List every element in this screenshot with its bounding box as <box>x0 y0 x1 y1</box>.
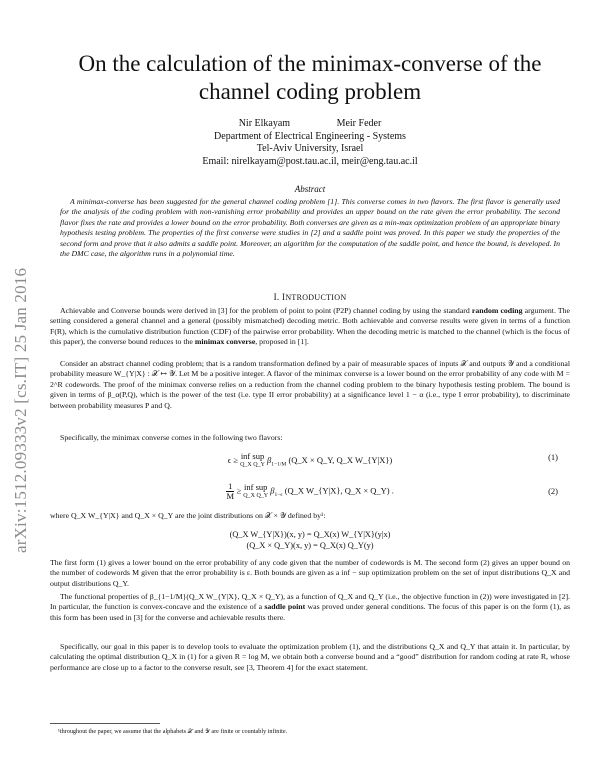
abstract-text: A minimax-converse has been suggested for the general channel coding problem [1]. This converse comes in two flavors. The first flavor is generally used for the analysis of the coding problem with non-vanishing error probability and provides an upper bound on the rate given the error probability. The second flavor fixes the rate and provides a lower bound on the error probability. Both converses are given as a min-max optimization problem of an appropriate binary hypothesis testing problem. The properties of the first converse were studies in [2] and a saddle point was proved. In this paper we study the properties of the second form and prove that it also admits a saddle point. Moreover, an algorithm for the computation of the saddle point, and hence the bound, is developed. In the DMC case, the algorithm runs in a polynomial time. <box>60 197 560 259</box>
paragraph: where Q_X W_{Y|X} and Q_X × Q_Y are the joint distributions on 𝒳 × 𝒴 defined by¹: <box>50 511 326 520</box>
operator-subscript: Q_X Q_Y <box>243 492 269 499</box>
joint-distribution-definitions <box>50 529 570 551</box>
relation: ≥ <box>236 485 242 496</box>
beta-subscript: 1−ϵ <box>274 492 283 499</box>
beta-symbol: β <box>270 485 275 496</box>
equation-lhs: ϵ ≥ <box>227 454 238 465</box>
author-names <box>50 118 570 131</box>
fraction <box>226 482 234 501</box>
beta-symbol: β <box>267 454 272 465</box>
numerator: 1 <box>228 481 233 491</box>
equation-arguments: (Q_X × Q_Y, Q_X W_{Y|X}) <box>288 454 393 465</box>
arxiv-identifier: arXiv:1512.09333v2 [cs.IT] 25 Jan 2016 <box>11 267 30 553</box>
author-name: Nir Elkayam <box>238 118 291 129</box>
denominator: M <box>226 491 235 501</box>
paragraph: Specifically, our goal in this paper is to develop tools to evaluate the optimization problem (1), and the distributions Q_X and Q_Y that attain it. In particular, by calculating the optimal distribution Q_X in (1) for a given R = log M, we obtain both a converse bound and a “good” distribution for random coding at rate R, whose performance are close up to a factor to the converse result, see [3, Theorem 4] for the exact statement. <box>50 642 570 672</box>
section-title-rest: NTRODUCTION <box>285 293 347 302</box>
optimizer <box>240 452 265 470</box>
beta-subscript: 1−1/M <box>271 461 287 468</box>
paragraph: The first form (1) gives a lower bound on the error probability of any code given that the number of codewords is M. The second form (2) gives an upper bound on the number of codewords M given that the error probability is ε. Both bounds are given as a inf − sup optimization problem on the set of input distributions Q_X and output distributions Q_Y. <box>50 558 570 588</box>
definition-line: (Q_X W_{Y|X})(x, y) = Q_X(x) W_{Y|X}(y|x) <box>229 530 391 539</box>
bold-term: random coding <box>471 306 523 315</box>
equation-number: (2) <box>548 486 558 496</box>
paragraph-text: was proved under general conditions. The focus of this paper is on the form (1), as this form has been used in [3] for the converse and achievable results there. <box>50 602 571 622</box>
equation-1 <box>50 450 570 474</box>
paragraph <box>50 306 570 348</box>
optimizer <box>243 483 268 501</box>
equation-body <box>50 452 570 470</box>
definition-line: (Q_X × Q_Y)(x, y) = Q_X(x) Q_Y(y) <box>246 541 374 550</box>
paragraph: Consider an abstract channel coding problem; that is a random transformation defined by a pair of measurable spaces of inputs 𝒳 and outputs 𝒴 and a conditional probability measure W_{Y|X} : 𝒳 ↦ 𝒴. Let M be a positive integer. A flavor of the minimax converse is a lower bound on the error probability of any code with M = 2^R codewords. The proof of the minimax converse relies on a reduction from the channel coding problem to the binary hypothesis testing problem. The bound is given in terms of β_α(P,Q), which is the power of the test (i.e. type II error probability) at a significance level 1 − α (i.e., type I error probability), to discriminate between probability measures P and Q. <box>50 359 570 410</box>
paragraph: Specifically, the minimax converse comes in the following two flavors: <box>60 433 283 442</box>
paragraph-text: Achievable and Converse bounds were derived in [3] for the problem of point to point (P2P) channel coding by using the standard <box>60 306 472 315</box>
section-number: I. <box>273 292 280 302</box>
paper-title: On the calculation of the minimax-converse of the channel coding problem <box>78 51 542 104</box>
equation-number: (1) <box>548 452 558 462</box>
paragraph-text: argument. The setting considered a general channel and a general (possibly mismatched) decoding metric. Both achievable and converse results were given in terms of a function F(R), which is the cumulative distribution function (CDF) of the pairwise error probability. When the decoding metric is matched to the channel (which is the focus of this paper), the converse bound reduces to the <box>50 306 570 347</box>
operator: inf sup <box>244 481 268 492</box>
author-name: Meir Feder <box>336 118 382 129</box>
paragraph-text: , proposed in [1]. <box>255 337 309 347</box>
operator-subscript: Q_X Q_Y <box>240 462 265 468</box>
operator: inf sup <box>240 451 265 461</box>
footnote: ¹throughout the paper, we assume that the alphabets 𝒳 and 𝒴 are finite or countably infinite. <box>58 728 288 735</box>
equation-2 <box>50 480 570 508</box>
section-heading <box>50 292 570 302</box>
bold-term: saddle point <box>264 602 306 612</box>
footnote-rule <box>50 723 160 724</box>
section-title-initial: I <box>282 292 286 302</box>
paragraph-text: The functional properties of β_{1−1/M}(Q_X W_{Y|X}, Q_X × Q_Y), as a function of Q_X and Q_Y (i.e., the objective function in (2)) were investigated in [2]. In particular, the function is convex-concave and the existence of a <box>50 592 570 612</box>
author-university: Tel-Aviv University, Israel <box>256 143 364 154</box>
abstract-heading: Abstract <box>294 184 326 194</box>
paragraph <box>50 592 570 623</box>
bold-term: minimax converse <box>194 337 256 347</box>
equation-arguments: (Q_X W_{Y|X}, Q_X × Q_Y) . <box>284 485 394 496</box>
author-block <box>50 118 570 168</box>
equation-body <box>50 482 570 501</box>
author-department: Department of Electrical Engineering - Systems <box>214 130 406 142</box>
author-email: Email: nirelkayam@post.tau.ac.il, meir@eng.tau.ac.il <box>202 155 418 167</box>
